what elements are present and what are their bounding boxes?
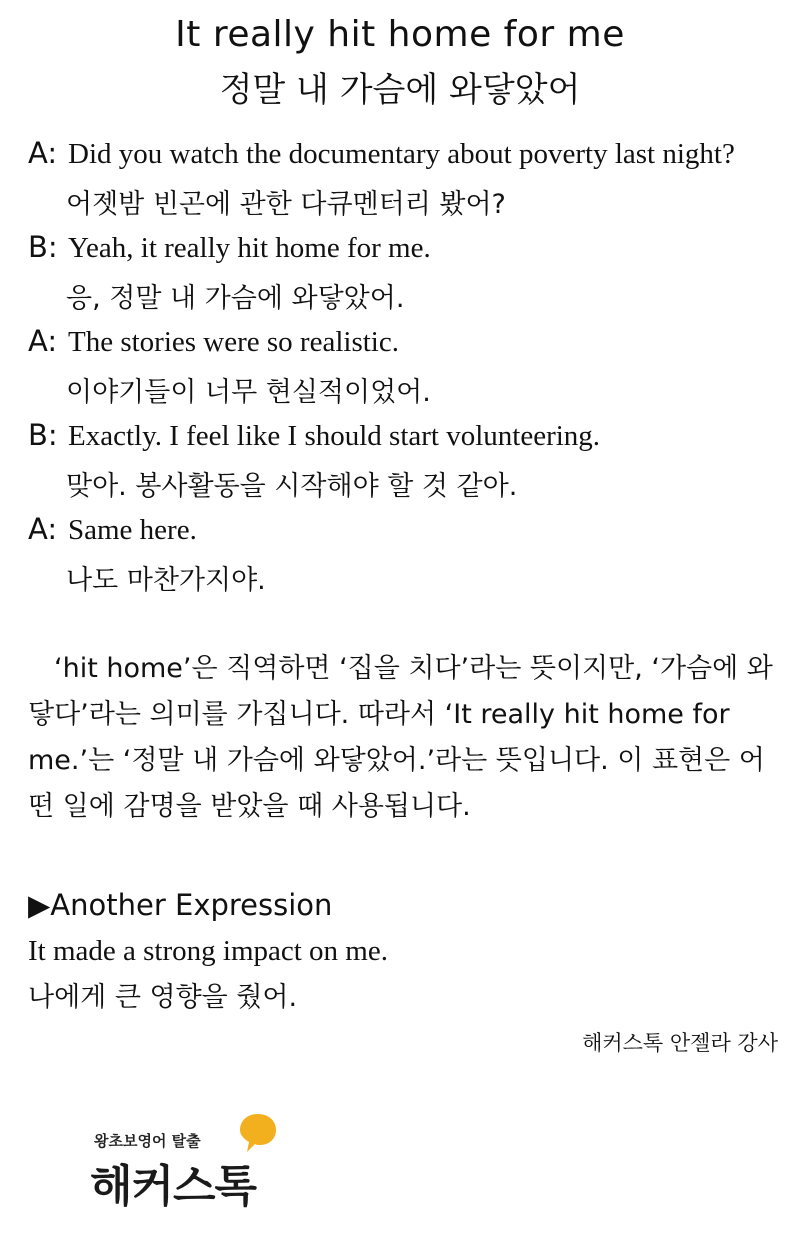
- logo-tagline: 왕초보영어 탈출: [94, 1132, 201, 1150]
- english-sentence: Did you watch the documentary about poverty last night?: [68, 138, 735, 170]
- page-title-english: It really hit home for me: [175, 14, 625, 55]
- dialogue-turn: [28, 324, 798, 416]
- explanation: [28, 646, 788, 830]
- explanation-paragraph: ‘hit home’은 직역하면 ‘집을 치다’라는 뜻이지만, ‘가슴에 와닿다’라는 의미를 가집니다. 따라서 ‘It really hit home for me.’는 ‘정말 내 가슴에 와닿았어.’라는 뜻입니다. 이 표현은 어떤 일에 감명을 받았을 때 사용됩니다.: [28, 653, 773, 822]
- another-expression-heading: ▶Another Expression: [28, 888, 333, 922]
- logo-name: 해커스톡: [90, 1161, 257, 1212]
- dialogue-turn: [28, 512, 798, 604]
- another-expression-english: It made a strong impact on me.: [28, 935, 388, 967]
- english-sentence: Yeah, it really hit home for me.: [68, 232, 431, 264]
- speaker-label: B:: [28, 230, 58, 264]
- another-expression-korean: 나에게 큰 영향을 줬어.: [28, 982, 298, 1013]
- brand-logo: [86, 1112, 286, 1212]
- english-sentence: Exactly. I feel like I should start volunteering.: [68, 420, 601, 452]
- korean-translation: 어젯밤 빈곤에 관한 다큐멘터리 봤어?: [66, 189, 506, 220]
- korean-translation: 맞아. 봉사활동을 시작해야 할 것 같아.: [66, 471, 518, 502]
- dialogue-turn: [28, 418, 798, 510]
- page-title-korean: 정말 내 가슴에 와닿았어: [219, 70, 581, 110]
- dialogue-english-line: [28, 230, 798, 276]
- speaker-label: A:: [28, 136, 58, 170]
- dialogue-turn: [28, 230, 798, 322]
- dialogue: [28, 136, 798, 606]
- dialogue-turn: [28, 136, 798, 228]
- korean-translation: 나도 마찬가지야.: [66, 565, 266, 596]
- speaker-label: A:: [28, 324, 58, 358]
- speaker-label: A:: [28, 512, 58, 546]
- instructor-credit: 해커스톡 안젤라 강사: [582, 1031, 778, 1055]
- english-sentence: The stories were so realistic.: [68, 326, 399, 358]
- another-expression: [28, 882, 788, 1022]
- korean-translation: 이야기들이 너무 현실적이었어.: [66, 377, 431, 408]
- dialogue-english-line: [28, 512, 798, 558]
- dialogue-english-line: [28, 418, 798, 464]
- dialogue-english-line: [28, 136, 798, 182]
- title-block: [0, 10, 800, 118]
- korean-translation: 응, 정말 내 가슴에 와닿았어.: [66, 283, 405, 314]
- speaker-label: B:: [28, 418, 58, 452]
- dialogue-english-line: [28, 324, 798, 370]
- english-sentence: Same here.: [68, 514, 197, 546]
